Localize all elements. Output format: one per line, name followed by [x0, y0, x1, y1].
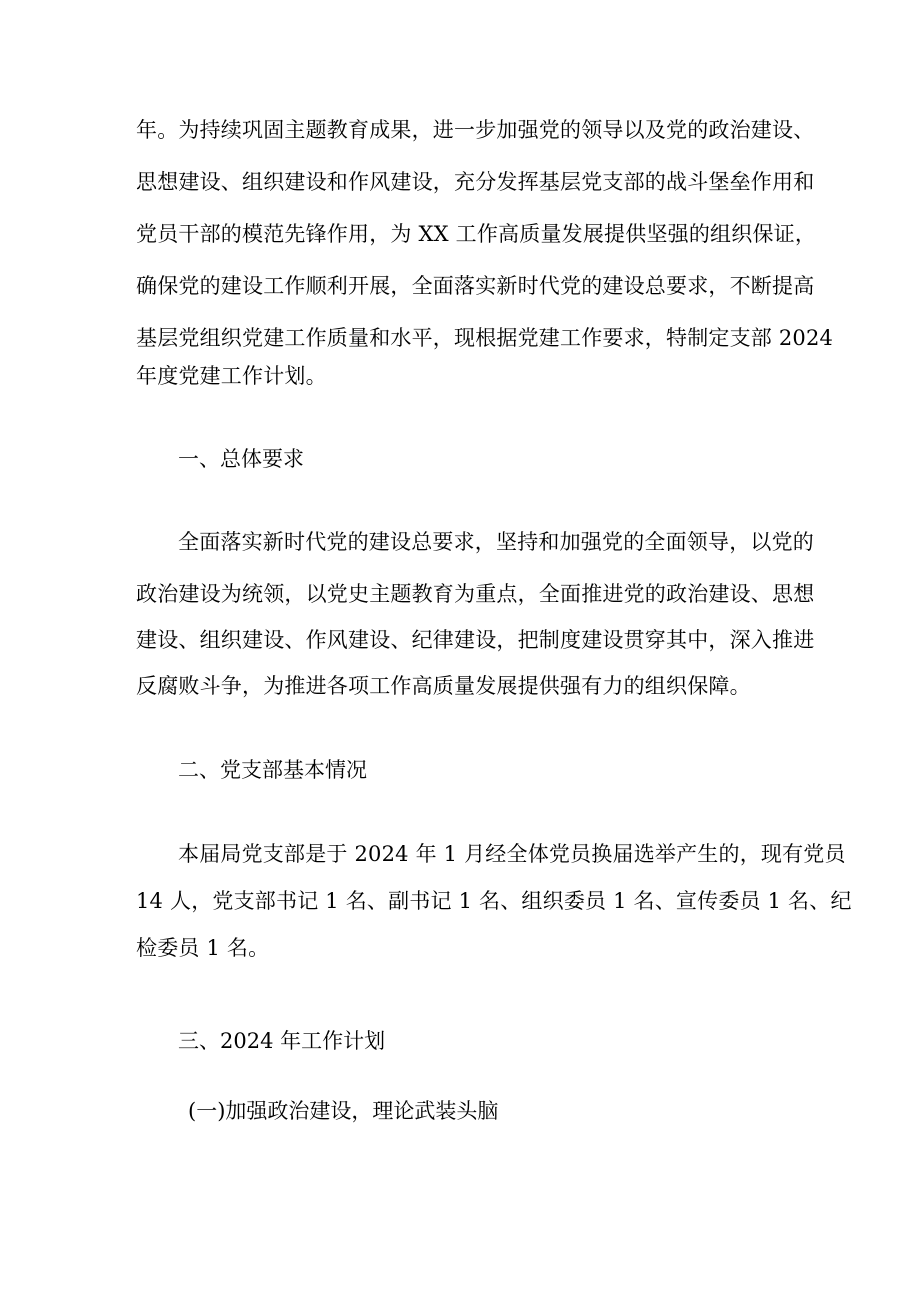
intro-line-5: 基层党组织党建工作质量和水平，现根据党建工作要求，特制定支部 2024 — [136, 326, 834, 350]
section-2-line-3: 检委员 1 名。 — [136, 936, 270, 960]
intro-line-1: 年。为持续巩固主题教育成果，进一步加强党的领导以及党的政治建设、 — [136, 118, 815, 142]
section-3-title: 三、2024 年工作计划 — [178, 1029, 386, 1053]
section-1-line-2: 政治建设为统领，以党史主题教育为重点，全面推进党的政治建设、思想 — [136, 582, 815, 606]
section-2-title: 二、党支部基本情况 — [178, 758, 367, 782]
section-1-line-1: 全面落实新时代党的建设总要求，坚持和加强党的全面领导，以党的 — [178, 530, 814, 554]
intro-line-6: 年度党建工作计划。 — [136, 364, 327, 388]
section-2-line-1: 本届局党支部是于 2024 年 1 月经全体党员换届选举产生的，现有党员 — [178, 842, 846, 866]
section-1-line-3: 建设、组织建设、作风建设、纪律建设，把制度建设贯穿其中，深入推进 — [136, 628, 815, 652]
section-1-line-4: 反腐败斗争，为推进各项工作高质量发展提供强有力的组织保障。 — [136, 674, 751, 698]
intro-line-3: 党员干部的模范先锋作用，为 XX 工作高质量发展提供坚强的组织保证， — [136, 222, 817, 246]
section-3-subheading-1: (一)加强政治建设，理论武装头脑 — [188, 1099, 499, 1123]
intro-line-4: 确保党的建设工作顺利开展，全面落实新时代党的建设总要求，不断提高 — [136, 274, 815, 298]
section-2-line-2: 14 人，党支部书记 1 名、副书记 1 名、组织委员 1 名、宣传委员 1 名、纪 — [136, 889, 852, 913]
intro-line-2: 思想建设、组织建设和作风建设，充分发挥基层党支部的战斗堡垒作用和 — [136, 170, 815, 194]
section-1-title: 一、总体要求 — [178, 447, 304, 471]
